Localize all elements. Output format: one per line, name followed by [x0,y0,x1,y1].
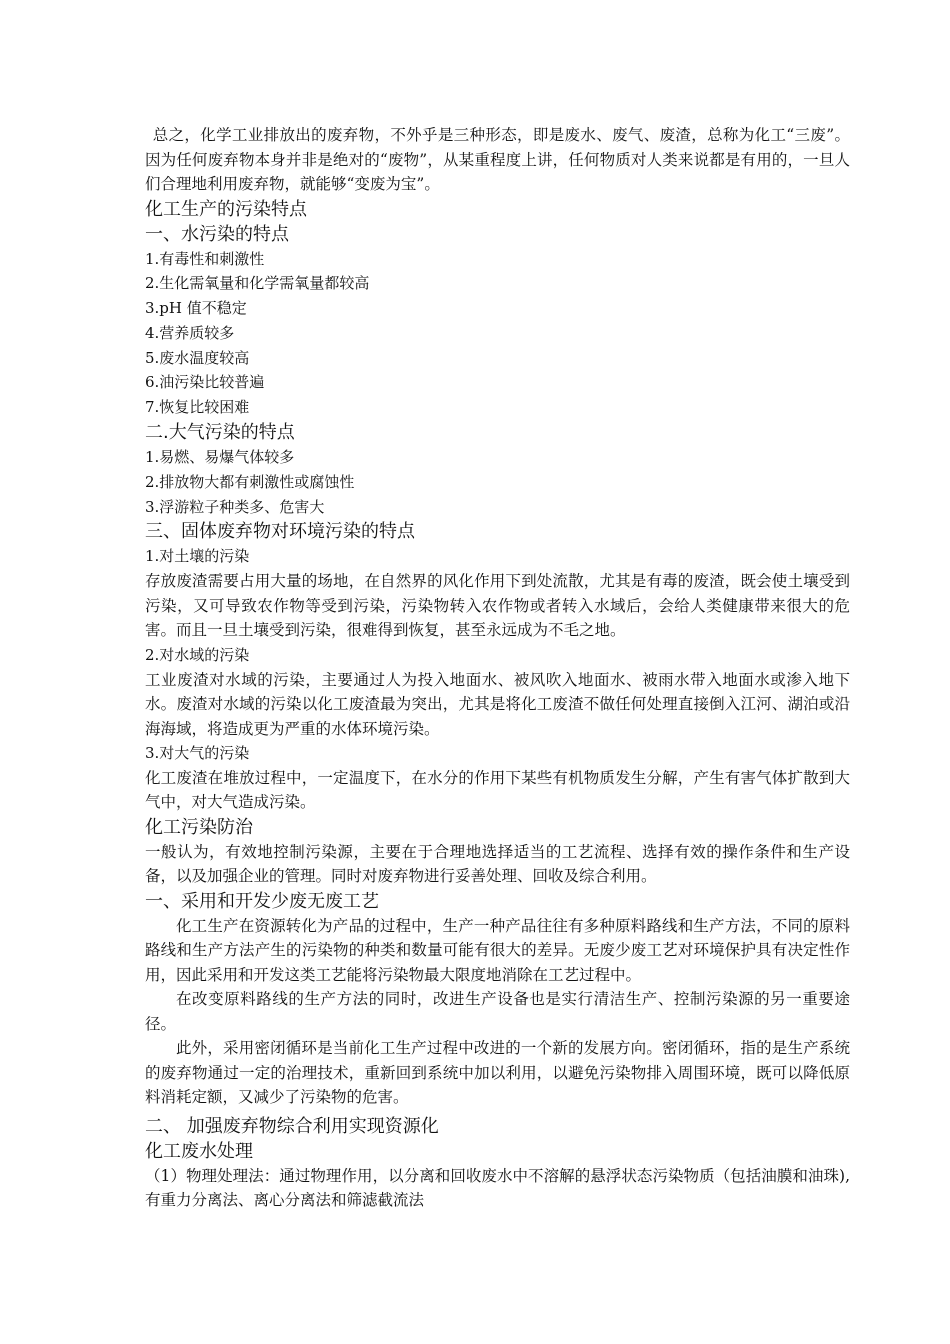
water-area-pollution-paragraph: 工业废渣对水域的污染，主要通过人为投入地面水、被风吹入地面水、被雨水带入地面水或渗入地下水。废渣对水域的污染以化工废渣最为突出，尤其是将化工废渣不做任何处理直接倒入江河、湖泊或沿海海域，将造成更为严重的水体环境污染。 [145,670,850,738]
air-solid-pollution-subheading: 3.对大气的污染 [145,744,250,763]
list-item: 1.有毒性和刺激性 [145,249,265,268]
document-page [145,123,850,1213]
air-pollution-heading: 二.大气污染的特点 [145,422,295,444]
list-item: 5.废水温度较高 [145,348,250,367]
low-waste-paragraph-1: 化工生产在资源转化为产品的过程中，生产一种产品往往有多种原料路线和生产方法，不同的原料路线和生产方法产生的污染物的种类和数量可能有很大的差异。无废少废工艺对环境保护具有决定性作用，因此采用和开发这类工艺能将污染物最大限度地消除在工艺过程中。 [145,916,850,984]
low-waste-paragraph-3: 此外，采用密闭循环是当前化工生产过程中改进的一个新的发展方向。密闭循环，指的是生产系统的废弃物通过一定的治理技术，重新回到系统中加以利用，以避免污染物排入周围环境，既可以降低原料消耗定额，又减少了污染物的危害。 [145,1039,850,1107]
low-waste-paragraph-2: 在改变原料路线的生产方法的同时，改进生产设备也是实行清洁生产、控制污染源的另一重要途径。 [145,990,850,1033]
solid-waste-heading: 三、固体废弃物对环境污染的特点 [145,521,415,543]
section-title-pollution-features: 化工生产的污染特点 [145,198,307,220]
physical-treatment-paragraph: （1）物理处理法：通过物理作用，以分离和回收废水中不溶解的悬浮状态污染物质（包括油膜和油珠),有重力分离法、离心分离法和筛滤截流法 [145,1166,850,1210]
list-item: 7.恢复比较困难 [145,398,250,417]
wastewater-treatment-heading: 化工废水处理 [145,1140,253,1162]
air-solid-pollution-paragraph: 化工废渣在堆放过程中，一定温度下，在水分的作用下某些有机物质发生分解，产生有害气体扩散到大气中，对大气造成污染。 [145,768,850,812]
list-item: 4.营养质较多 [145,323,235,342]
soil-pollution-paragraph: 存放废渣需要占用大量的场地，在自然界的风化作用下到处流散，尤其是有毒的废渣，既会使土壤受到污染，又可导致农作物等受到污染，污染物转入农作物或者转入水域后，会给人类健康带来很大的危害。而且一旦土壤受到污染，很难得到恢复，甚至永远成为不毛之地。 [145,572,850,640]
list-item: 3.浮游粒子种类多、危害大 [145,497,325,516]
prevention-intro-paragraph: 一般认为，有效地控制污染源，主要在于合理地选择适当的工艺流程、选择有效的操作条件和生产设备，以及加强企业的管理。同时对废弃物进行妥善处理、回收及综合利用。 [145,842,850,886]
low-waste-process-heading: 一、采用和开发少废无废工艺 [145,890,379,912]
soil-pollution-subheading: 1.对土壤的污染 [145,547,250,566]
water-pollution-heading: 一、水污染的特点 [145,223,289,245]
list-item: 3.pH 值不稳定 [145,299,247,318]
section-title-prevention: 化工污染防治 [145,816,253,838]
intro-paragraph: 总之，化学工业排放出的废弃物，不外乎是三种形态，即是废水、废气、废渣，总称为化工“三废”。因为任何废弃物本身并非是绝对的“废物”，从某重程度上讲，任何物质对人类来说都是有用的，一旦人们合理地利用废弃物，就能够“变废为宝”。 [145,126,850,193]
list-item: 2.排放物大都有刺激性或腐蚀性 [145,472,355,491]
list-item: 2.生化需氧量和化学需氧量都较高 [145,274,370,293]
waste-utilization-heading: 二、 加强废弃物综合利用实现资源化 [145,1115,439,1137]
list-item: 6.油污染比较普遍 [145,373,265,392]
list-item: 1.易燃、易爆气体较多 [145,448,295,467]
water-area-pollution-subheading: 2.对水域的污染 [145,645,250,664]
